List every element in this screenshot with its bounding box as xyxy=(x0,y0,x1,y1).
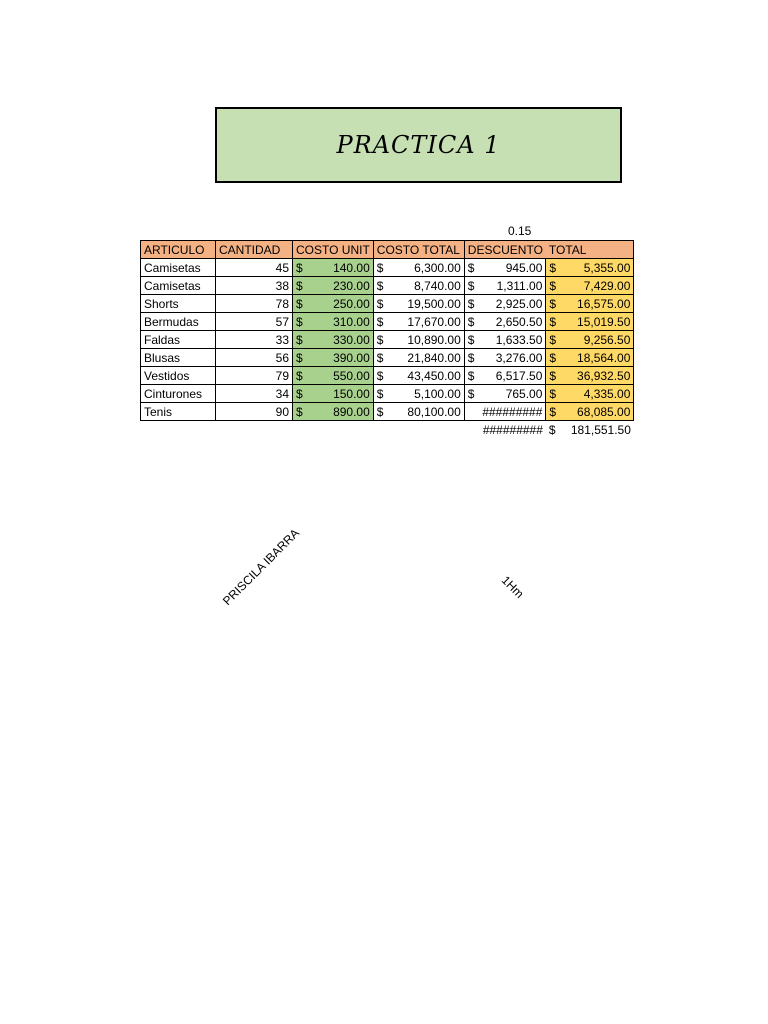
cell-total[interactable] xyxy=(546,367,634,385)
cell-costo-total[interactable] xyxy=(373,367,464,385)
currency-symbol: $ xyxy=(296,350,303,365)
header-costo-unit[interactable]: COSTO UNIT xyxy=(293,241,374,259)
author-name: PRISCILA IBARRA xyxy=(219,525,303,609)
cell-cantidad[interactable]: 45 xyxy=(216,259,293,277)
cell-descuento-value: 945.00 xyxy=(505,260,543,275)
header-row xyxy=(141,241,634,259)
header-costo-total[interactable]: COSTO TOTAL xyxy=(373,241,464,259)
cell-costo-total-value: 17,670.00 xyxy=(407,314,461,329)
currency-symbol: $ xyxy=(467,386,475,401)
cell-costo-unit-value: 890.00 xyxy=(333,404,370,419)
cell-descuento[interactable] xyxy=(464,277,546,295)
cell-costo-total[interactable] xyxy=(373,295,464,313)
cell-total-value: 68,085.00 xyxy=(577,404,631,419)
currency-symbol: $ xyxy=(467,278,475,293)
cell-descuento-value: 1,311.00 xyxy=(496,278,543,293)
cell-costo-unit-value: 230.00 xyxy=(333,278,370,293)
grand-total-value: 181,551.50 xyxy=(570,422,631,437)
cell-descuento[interactable]: ######### xyxy=(464,403,546,421)
totals-row xyxy=(141,421,634,439)
cell-total-value: 36,932.50 xyxy=(577,368,631,383)
header-articulo[interactable]: ARTICULO xyxy=(141,241,216,259)
table-row xyxy=(141,349,634,367)
currency-symbol: $ xyxy=(296,386,303,401)
cell-descuento[interactable] xyxy=(464,331,546,349)
total-descuento[interactable]: ######### xyxy=(482,422,543,437)
table-row xyxy=(141,385,634,403)
cell-total[interactable] xyxy=(546,277,634,295)
currency-symbol: $ xyxy=(549,386,557,401)
cell-costo-unit[interactable] xyxy=(293,331,374,349)
cell-costo-total-value: 6,300.00 xyxy=(414,260,461,275)
cell-costo-total[interactable] xyxy=(373,403,464,421)
cell-cantidad[interactable]: 90 xyxy=(216,403,293,421)
currency-symbol: $ xyxy=(296,278,303,293)
cell-costo-total[interactable] xyxy=(373,331,464,349)
currency-symbol: $ xyxy=(296,332,303,347)
cell-total-value: 15,019.50 xyxy=(577,314,631,329)
cell-costo-unit-value: 550.00 xyxy=(333,368,370,383)
cell-costo-unit-value: 250.00 xyxy=(333,296,370,311)
grand-total[interactable] xyxy=(546,421,634,439)
cell-articulo[interactable]: Tenis xyxy=(141,403,216,421)
currency-symbol: $ xyxy=(376,368,384,383)
currency-symbol: $ xyxy=(549,314,557,329)
cell-costo-unit[interactable] xyxy=(293,367,374,385)
cell-costo-total[interactable] xyxy=(373,385,464,403)
cell-cantidad[interactable]: 78 xyxy=(216,295,293,313)
cell-costo-total[interactable] xyxy=(373,259,464,277)
cell-total[interactable] xyxy=(546,349,634,367)
cell-costo-unit-value: 150.00 xyxy=(333,386,370,401)
currency-symbol: $ xyxy=(296,314,303,329)
cell-costo-total-value: 80,100.00 xyxy=(407,404,461,419)
cell-articulo[interactable]: Camisetas xyxy=(141,259,216,277)
cell-costo-total[interactable] xyxy=(373,277,464,295)
cell-costo-unit[interactable] xyxy=(293,277,374,295)
currency-symbol: $ xyxy=(549,332,557,347)
table-row xyxy=(141,295,634,313)
currency-symbol: $ xyxy=(376,386,384,401)
currency-symbol: $ xyxy=(376,296,384,311)
table-row xyxy=(141,403,634,421)
currency-symbol: $ xyxy=(296,404,303,419)
cell-total-value: 7,429.00 xyxy=(583,278,631,293)
currency-symbol: $ xyxy=(549,368,557,383)
currency-symbol: $ xyxy=(296,260,303,275)
cell-articulo[interactable]: Vestidos xyxy=(141,367,216,385)
cell-costo-unit-value: 310.00 xyxy=(333,314,370,329)
currency-symbol: $ xyxy=(467,368,475,383)
currency-symbol: $ xyxy=(296,368,303,383)
cell-total[interactable] xyxy=(546,385,634,403)
cell-descuento-value: 6,517.50 xyxy=(495,368,543,383)
currency-symbol: $ xyxy=(467,350,475,365)
currency-symbol: $ xyxy=(467,314,475,329)
cell-total-value: 16,575.00 xyxy=(577,296,631,311)
cell-articulo[interactable]: Shorts xyxy=(141,295,216,313)
table-row xyxy=(141,367,634,385)
cell-total[interactable] xyxy=(546,331,634,349)
cell-cantidad[interactable]: 33 xyxy=(216,331,293,349)
cell-cantidad[interactable]: 79 xyxy=(216,367,293,385)
header-cantidad[interactable]: CANTIDAD xyxy=(216,241,293,259)
cell-cantidad[interactable]: 57 xyxy=(216,313,293,331)
currency-symbol: $ xyxy=(376,404,384,419)
cell-costo-total-value: 21,840.00 xyxy=(407,350,461,365)
table-row xyxy=(141,259,634,277)
cell-costo-unit[interactable] xyxy=(293,295,374,313)
cell-descuento[interactable] xyxy=(464,349,546,367)
currency-symbol: $ xyxy=(549,404,557,419)
cell-total-value: 5,355.00 xyxy=(583,260,631,275)
cell-articulo[interactable]: Blusas xyxy=(141,349,216,367)
cell-articulo[interactable]: Bermudas xyxy=(141,313,216,331)
cell-descuento-value: 765.00 xyxy=(505,386,543,401)
table-row xyxy=(141,331,634,349)
table-row xyxy=(141,277,634,295)
currency-symbol: $ xyxy=(467,332,475,347)
cell-total[interactable] xyxy=(546,259,634,277)
header-total[interactable]: TOTAL xyxy=(546,241,634,259)
cell-costo-total-value: 5,100.00 xyxy=(414,386,461,401)
cell-descuento[interactable] xyxy=(464,385,546,403)
page-title: PRACTICA 1 xyxy=(336,131,501,159)
currency-symbol: $ xyxy=(467,296,475,311)
currency-symbol: $ xyxy=(376,314,384,329)
table-row xyxy=(141,313,634,331)
cell-cantidad[interactable]: 56 xyxy=(216,349,293,367)
cell-total[interactable] xyxy=(546,295,634,313)
cell-articulo[interactable]: Cinturones xyxy=(141,385,216,403)
cell-descuento-value: 3,276.00 xyxy=(495,350,543,365)
discount-rate: 0.15 xyxy=(508,224,532,238)
cell-total[interactable] xyxy=(546,403,634,421)
cell-costo-unit[interactable] xyxy=(293,349,374,367)
cell-costo-unit[interactable] xyxy=(293,259,374,277)
cell-descuento[interactable] xyxy=(464,259,546,277)
cell-articulo[interactable]: Camisetas xyxy=(141,277,216,295)
currency-symbol: $ xyxy=(376,350,384,365)
cell-descuento[interactable] xyxy=(464,313,546,331)
cell-costo-total[interactable] xyxy=(373,349,464,367)
cell-costo-total-value: 19,500.00 xyxy=(407,296,461,311)
cell-total-value: 18,564.00 xyxy=(577,350,631,365)
cell-descuento-value: 2,650.50 xyxy=(495,314,543,329)
cell-costo-unit-value: 330.00 xyxy=(333,332,370,347)
cell-costo-total-value: 8,740.00 xyxy=(414,278,461,293)
cell-costo-unit[interactable] xyxy=(293,385,374,403)
cell-total-value: 4,335.00 xyxy=(583,386,631,401)
cell-total[interactable] xyxy=(546,313,634,331)
cell-descuento-value: 2,925.00 xyxy=(495,296,543,311)
currency-symbol: $ xyxy=(376,278,384,293)
currency-symbol: $ xyxy=(549,260,557,275)
cell-costo-unit[interactable] xyxy=(293,403,374,421)
currency-symbol: $ xyxy=(376,260,384,275)
currency-symbol: $ xyxy=(296,296,303,311)
currency-symbol: $ xyxy=(549,350,557,365)
cell-cantidad[interactable]: 34 xyxy=(216,385,293,403)
currency-symbol: $ xyxy=(548,422,556,437)
cell-costo-unit-value: 390.00 xyxy=(333,350,370,365)
title-box xyxy=(215,107,622,183)
currency-symbol: $ xyxy=(376,332,384,347)
code-label: 1Hm xyxy=(498,573,527,601)
cell-descuento[interactable] xyxy=(464,295,546,313)
cell-costo-total[interactable] xyxy=(373,313,464,331)
spreadsheet-table xyxy=(140,240,634,439)
cell-costo-total-value: 10,890.00 xyxy=(407,332,461,347)
cell-descuento[interactable] xyxy=(464,367,546,385)
currency-symbol: $ xyxy=(549,278,557,293)
header-descuento[interactable]: DESCUENTO xyxy=(464,241,546,259)
cell-costo-unit-value: 140.00 xyxy=(333,260,370,275)
cell-costo-total-value: 43,450.00 xyxy=(407,368,461,383)
cell-cantidad[interactable]: 38 xyxy=(216,277,293,295)
cell-descuento-value: 1,633.50 xyxy=(495,332,543,347)
cell-costo-unit[interactable] xyxy=(293,313,374,331)
cell-articulo[interactable]: Faldas xyxy=(141,331,216,349)
currency-symbol: $ xyxy=(467,260,475,275)
currency-symbol: $ xyxy=(549,296,557,311)
cell-total-value: 9,256.50 xyxy=(583,332,631,347)
